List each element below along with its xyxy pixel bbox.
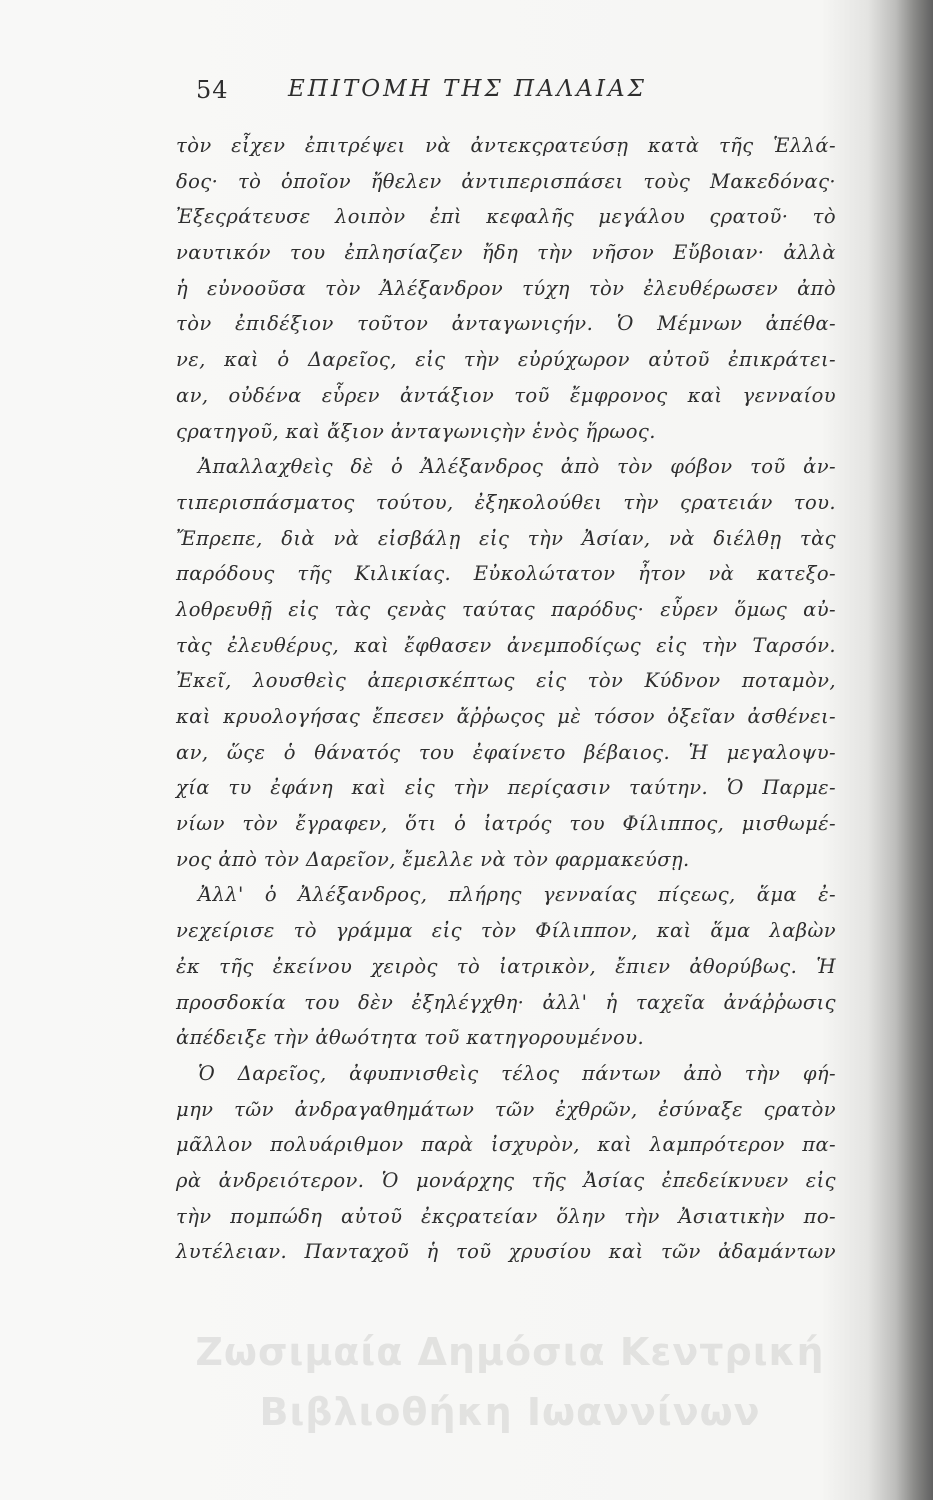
- text-line: τὰς ἐλευθέρυς, καὶ ἔφθασεν ἀνεμποδίςως εἰς τὴν Ταρσόν.: [176, 633, 836, 657]
- text-line: Ὁ Δαρεῖος, ἀφυπνισθεὶς τέλος πάντων ἀπὸ τὴν φή-: [198, 1061, 836, 1085]
- text-line: νεχείρισε τὸ γράμμα εἰς τὸν Φίλιππον, καὶ ἅμα λαβὼν: [176, 919, 836, 943]
- text-line: ςρατηγοῦ, καὶ ἄξιον ἀνταγωνιςὴν ἑνὸς ἥρωος.: [176, 419, 656, 443]
- text-line: Ἐξεςράτευσε λοιπὸν ἐπὶ κεφαλῆς μεγάλου ςρατοῦ· τὸ: [176, 205, 836, 229]
- text-line: τὸν εἶχεν ἐπιτρέψει νὰ ἀντεκςρατεύσῃ κατὰ τῆς Ἑλλά-: [176, 134, 836, 157]
- text-line: λοθρευθῇ εἰς τὰς ςενὰς ταύτας παρόδυς· εὗρεν ὅμως αὐ-: [176, 597, 836, 621]
- text-line: χία τυ ἐφάνη καὶ εἰς τὴν περίςασιν ταύτην. Ὁ Παρμε-: [176, 776, 836, 800]
- text-line: ρὰ ἀνδρειότερον. Ὁ μονάρχης τῆς Ἀσίας ἐπεδείκνυεν εἰς: [176, 1168, 836, 1192]
- text-line: τὸν ἐπιδέξιον τοῦτον ἀνταγωνιςήν. Ὁ Μέμνων ἀπέθα-: [176, 312, 836, 336]
- text-line: Ἀπαλλαχθεὶς δὲ ὁ Ἀλέξανδρος ἀπὸ τὸν φόβον τοῦ ἀν-: [198, 455, 836, 479]
- page-header: [196, 76, 756, 116]
- text-line: νίων τὸν ἔγραφεν, ὅτι ὁ ἰατρός του Φίλιππος, μισθωμέ-: [176, 812, 836, 836]
- text-line: ἡ εὐνοοῦσα τὸν Ἀλέξανδρον τύχη τὸν ἐλευθέρωσεν ἀπὸ: [176, 276, 836, 300]
- page-number: 54: [196, 76, 229, 104]
- text-line: ἐκ τῆς ἐκείνου χειρὸς τὸ ἰατρικὸν, ἔπιεν ἀθορύβως. Ἡ: [176, 954, 836, 978]
- text-line: Ἀλλ' ὁ Ἀλέξανδρος, πλήρης γενναίας πίςεως, ἅμα ἐ-: [198, 883, 836, 907]
- text-line: Ἐκεῖ, λουσθεὶς ἀπερισκέπτως εἰς τὸν Κύδνον ποταμὸν,: [176, 669, 836, 693]
- text-line: καὶ κρυολογήσας ἔπεσεν ἄῤῥωςος μὲ τόσον ὀξεῖαν ἀσθένει-: [176, 705, 836, 728]
- library-watermark-line-1: Ζωσιμαία Δημόσια Κεντρική: [195, 1330, 825, 1374]
- text-line: τὴν πομπώδη αὐτοῦ ἐκςρατείαν ὅλην τὴν Ἀσιατικὴν πο-: [176, 1204, 836, 1228]
- text-line: νε, καὶ ὁ Δαρεῖος, εἰς τὴν εὐρύχωρον αὐτοῦ ἐπικράτει-: [176, 348, 836, 372]
- text-line: αν, ὥςε ὁ θάνατός του ἐφαίνετο βέβαιος. Ἡ μεγαλοψυ-: [176, 740, 836, 764]
- text-line: λυτέλειαν. Πανταχοῦ ἡ τοῦ χρυσίου καὶ τῶν ἀδαμάντων: [176, 1240, 836, 1264]
- body-text: [176, 128, 836, 1270]
- text-line: Ἔπρεπε, διὰ νὰ εἰσβάλῃ εἰς τὴν Ἀσίαν, νὰ διέλθῃ τὰς: [176, 526, 836, 550]
- text-line: παρόδους τῆς Κιλικίας. Εὐκολώτατον ἦτον νὰ κατεξο-: [176, 562, 836, 586]
- text-line: μᾶλλον πολυάριθμον παρὰ ἰσχυρὸν, καὶ λαμπρότερον πα-: [176, 1133, 836, 1157]
- text-line: ἀπέδειξε τὴν ἀθωότητα τοῦ κατηγορουμένου.: [176, 1026, 645, 1050]
- text-line: προσδοκία του δὲν ἐξηλέγχθη· ἀλλ' ἡ ταχεῖα ἀνάῤῥωσις: [176, 990, 836, 1014]
- text-line: αν, οὐδένα εὗρεν ἀντάξιον τοῦ ἔμφρονος καὶ γενναίου: [176, 383, 836, 407]
- text-line: τιπερισπάσματος τούτου, ἐξηκολούθει τὴν ςρατειάν του.: [176, 490, 836, 514]
- running-title: ΕΠΙΤΟΜΗ ΤΗΣ ΠΑΛΑΙΑΣ: [288, 76, 647, 102]
- text-line: νος ἀπὸ τὸν Δαρεῖον, ἔμελλε νὰ τὸν φαρμακεύσῃ.: [176, 847, 690, 871]
- text-line: ναυτικόν του ἐπλησίαζεν ἤδη τὴν νῆσον Εὔβοιαν· ἀλλὰ: [176, 241, 836, 265]
- text-line: μην τῶν ἀνδραγαθημάτων τῶν ἐχθρῶν, ἐσύναξε ςρατὸν: [176, 1097, 836, 1121]
- text-line: δος· τὸ ὁποῖον ἤθελεν ἀντιπερισπάσει τοὺς Μακεδόνας·: [176, 169, 836, 193]
- library-watermark-line-2: Βιβλιοθήκη Ιωαννίνων: [259, 1390, 761, 1434]
